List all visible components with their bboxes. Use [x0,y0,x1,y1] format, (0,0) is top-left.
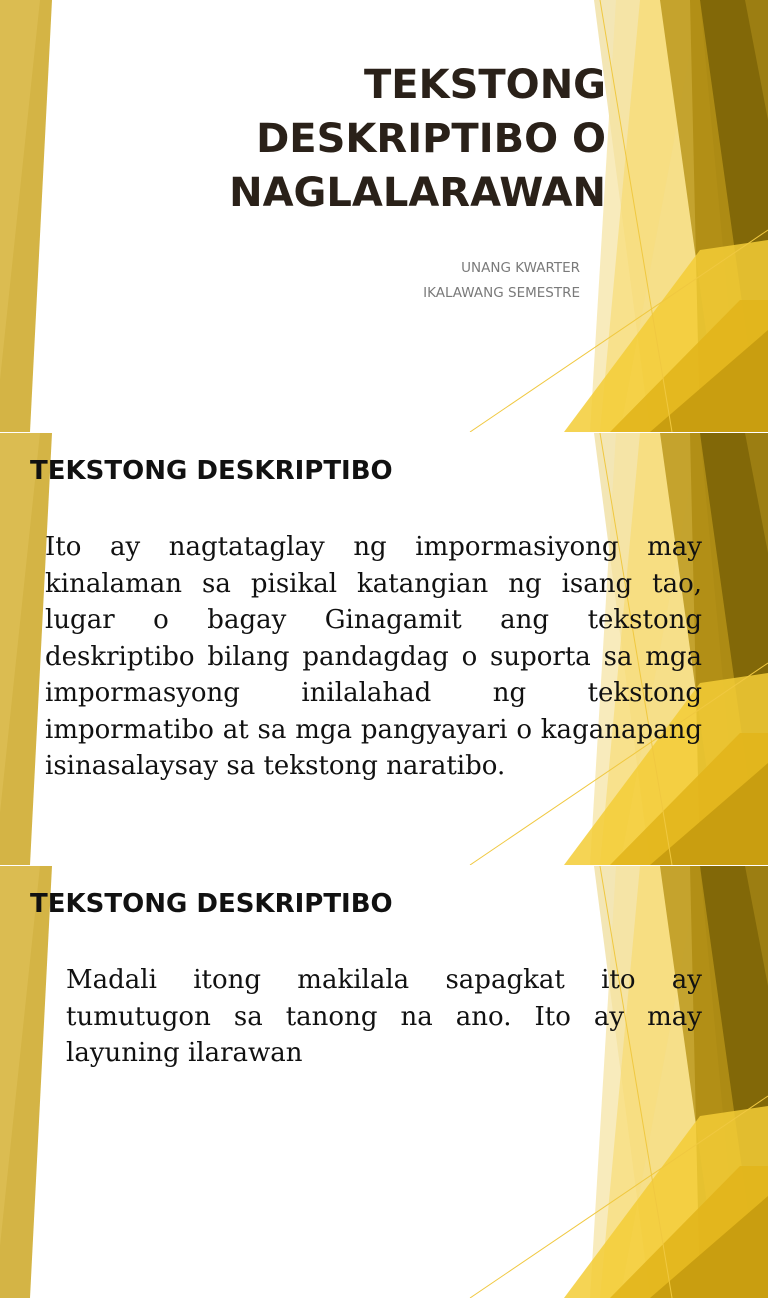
title-line: NAGLALARAWAN [229,170,606,216]
slide-body-text: Ito ay nagtataglay ng impormasiyong may kinalaman sa pisikal katangian ng isang tao, lugar o bagay Ginagamit ang tekstong deskriptibo bilang pandagdag o suporta sa mga impormasyong inilalahad ng tekstong impormatibo at sa mga pangyayari o kaganapang isinasalaysay sa tekstong naratibo. [45,532,702,781]
subtitle [180,256,580,306]
subtitle-line: UNANG KWARTER [461,260,580,276]
page-title [46,58,606,220]
slide-heading: TEKSTONG DESKRIPTIBO [30,456,393,486]
title-line: TEKSTONG [363,62,606,108]
content-slide [0,866,768,1298]
subtitle-line: IKALAWANG SEMESTRE [423,285,580,301]
content-slide [0,433,768,865]
title-slide [0,0,768,432]
slide-body-text: Madali itong makilala sapagkat ito ay tumutugon sa tanong na ano. Ito ay may layuning ilarawan [66,965,702,1068]
title-line: DESKRIPTIBO O [256,116,606,162]
decorative-shapes [0,866,768,1298]
slide-heading: TEKSTONG DESKRIPTIBO [30,889,393,919]
